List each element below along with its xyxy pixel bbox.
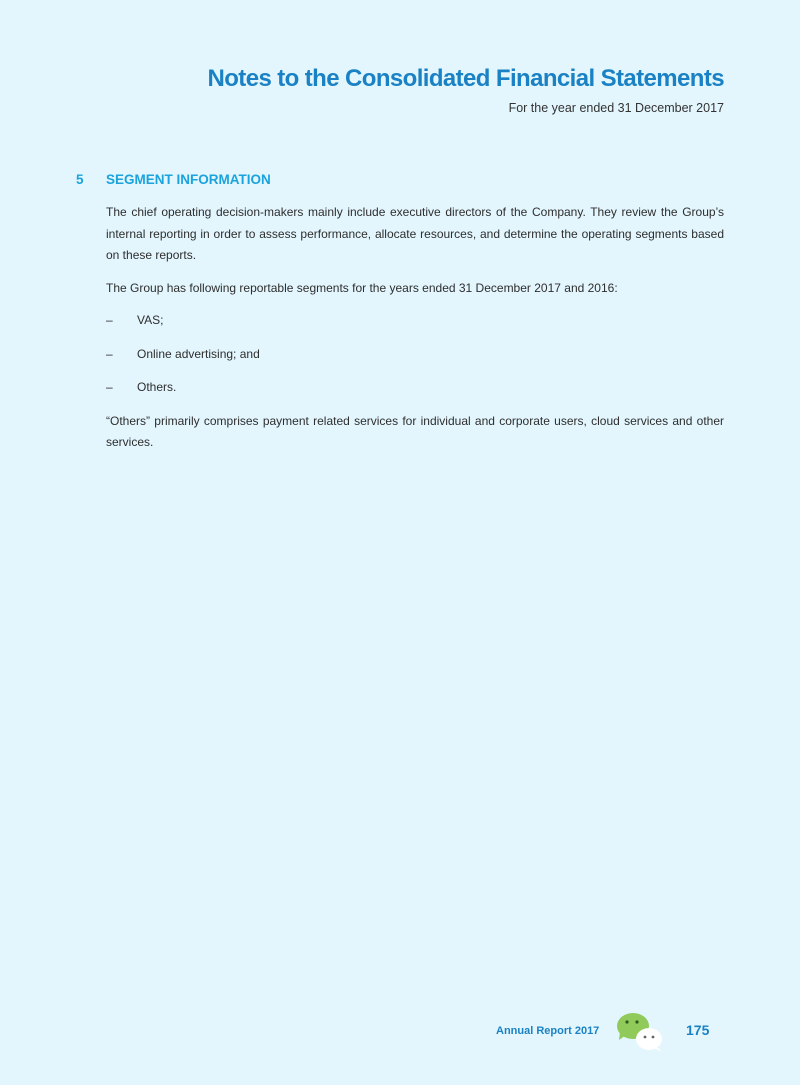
page-header (208, 62, 724, 116)
segment-information-section (76, 170, 724, 465)
paragraph-decision-makers: The chief operating decision-makers mainly include executive directors of the Company. They review the Group’s internal reporting in order to assess performance, allocate resources, and determine the operating segments based on these reports. (106, 205, 724, 262)
section-number: 5 (76, 172, 84, 187)
section-body (106, 202, 724, 454)
paragraph-others-definition: “Others” primarily comprises payment related services for individual and corporate users, cloud services and other services. (106, 413, 724, 449)
chat-bubbles-icon (616, 1010, 666, 1054)
bullet-text: Online advertising; and (137, 346, 260, 361)
page-subtitle: For the year ended 31 December 2017 (508, 101, 724, 115)
list-item (106, 344, 724, 366)
bullet-dash: – (106, 380, 113, 394)
bullet-dash: – (106, 313, 113, 327)
page-footer (496, 1008, 726, 1054)
bullet-text: Others. (137, 380, 177, 394)
paragraph-reportable-segments: The Group has following reportable segments for the years ended 31 December 2017 and 2016: (106, 280, 618, 295)
list-item (106, 310, 724, 332)
footer-report-label: Annual Report 2017 (496, 1025, 600, 1037)
section-heading (76, 170, 724, 190)
bullet-dash: – (106, 346, 113, 361)
page-title: Notes to the Consolidated Financial Statements (207, 65, 724, 92)
bullet-text: VAS; (137, 313, 164, 327)
list-item (106, 377, 724, 399)
section-title: SEGMENT INFORMATION (106, 172, 271, 187)
page-number: 175 (686, 1022, 710, 1038)
